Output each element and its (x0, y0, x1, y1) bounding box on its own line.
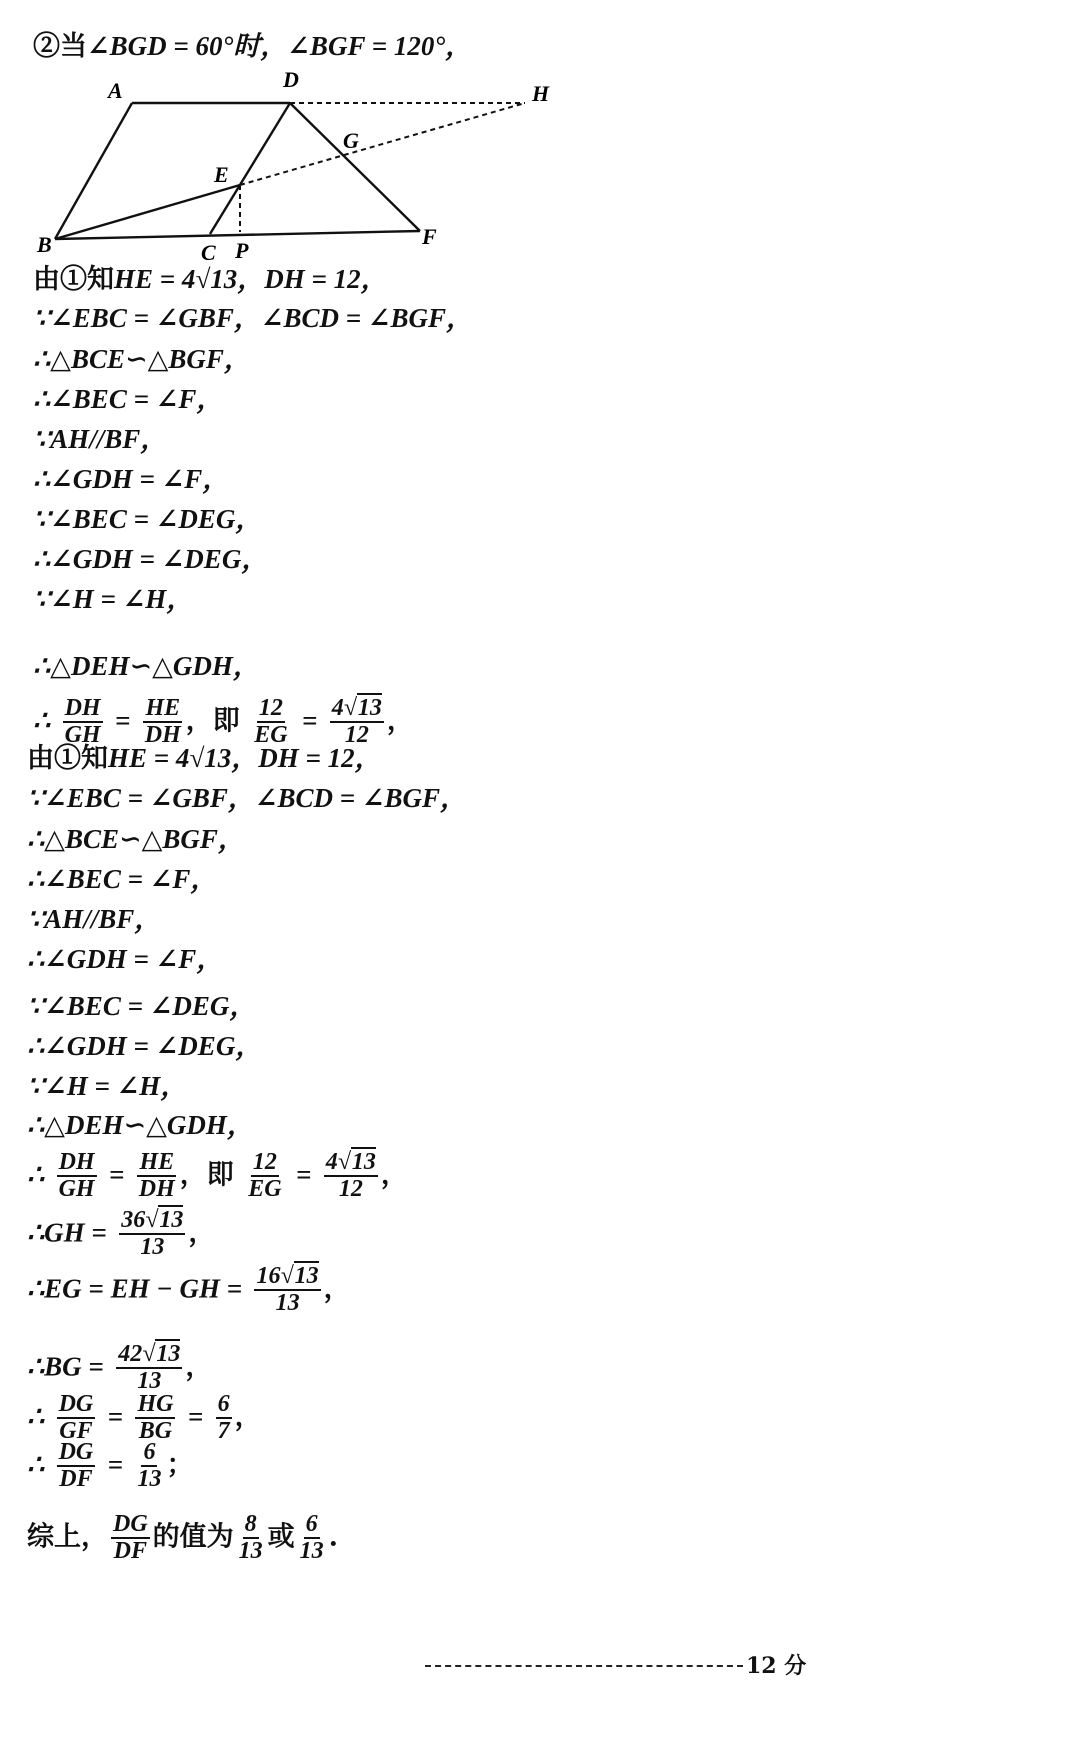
intro-condition: ∠BGD = 60°时，∠BGF = 120°， (87, 31, 473, 61)
step-1-8: ∴∠GDH = ∠DEG， (33, 544, 269, 574)
segment-DF (290, 103, 420, 231)
intro-prefix: ②当 (33, 31, 87, 62)
step-2-6: ∴∠GDH = ∠F， (27, 944, 224, 974)
summary-line: 综上， $\frac{DG}{DF}$ 的值为 $\frac{8}{13}$ 或 $\frac{6}{13}$ . (27, 1511, 339, 1565)
frac-6-7: $\frac{6}{7}$ (217, 1391, 230, 1445)
calc-ratio1: ∴ $\frac{DG}{GF}$ = $\frac{HG}{BG}$ = $\frac{6}{7}$ ， (27, 1391, 262, 1445)
frac-gh: $\frac{36√13}{13}$ (121, 1207, 184, 1261)
label-H: H (532, 81, 550, 106)
step-2-1 (27, 742, 382, 775)
intro-line (33, 30, 472, 63)
math-text: HE = 4√13，DH = 12， (114, 264, 388, 294)
frac-DH-GH: $\frac{DH}{GH}$ (64, 695, 101, 749)
step-1-1 (33, 263, 388, 296)
math-text: HE = 4√13，DH = 12， (108, 743, 382, 773)
step-2-8: ∴∠GDH = ∠DEG， (27, 1031, 263, 1061)
step-2-10: ∴△DEH∽△GDH， (27, 1110, 254, 1140)
frac-HE-DH: $\frac{HE}{DH}$ (144, 695, 181, 749)
step-1-4: ∴∠BEC = ∠F， (33, 384, 224, 414)
frac-6-13: $\frac{6}{13}$ (137, 1439, 162, 1493)
segment-AB (55, 103, 132, 239)
label-E: E (214, 162, 229, 187)
text-prefix: 由①知 (33, 264, 114, 295)
frac-DG-GF: $\frac{DG}{GF}$ (58, 1391, 94, 1445)
step-1-9: ∵∠H = ∠H， (33, 584, 194, 614)
frac-HE-DH-2: $\frac{HE}{DH}$ (138, 1149, 175, 1203)
frac-DH-GH-2: $\frac{DH}{GH}$ (58, 1149, 95, 1203)
frac-DG-DF: $\frac{DG}{DF}$ (58, 1439, 94, 1493)
calc-ratio2: ∴ $\frac{DG}{DF}$ = $\frac{6}{13}$ ； (27, 1439, 194, 1493)
frac-HG-BG: $\frac{HG}{BG}$ (137, 1391, 174, 1445)
label-P: P (235, 238, 249, 263)
label-D: D (283, 72, 299, 92)
calc-bg: ∴BG = $\frac{42√13}{13}$ ， (27, 1341, 213, 1395)
calc-gh: ∴GH = $\frac{36√13}{13}$ ， (27, 1207, 216, 1261)
calc-eg: ∴EG = EH − GH = $\frac{16√13}{13}$ ， (27, 1263, 351, 1317)
frac-root-12-2: $\frac{4√13}{12}$ (325, 1149, 376, 1203)
step-2-2: ∵∠EBC = ∠GBF，∠BCD = ∠BGF， (27, 783, 468, 813)
step-2-7: ∵∠BEC = ∠DEG， (27, 991, 257, 1021)
step-1-10: ∴△DEH∽△GDH， (33, 651, 260, 681)
label-A: A (108, 78, 123, 103)
label-C: C (201, 240, 216, 265)
frac-eg: $\frac{16√13}{13}$ (256, 1263, 319, 1317)
step-2-4: ∴∠BEC = ∠F， (27, 864, 218, 894)
frac-root-12: $\frac{4√13}{12}$ (331, 695, 382, 749)
step-1-ratio: ∴ $\frac{DH}{GH}$ = $\frac{HE}{DH}$ ，即 $\frac{12}{EG}$ = $\frac{4√13}{12}$ ， (33, 695, 414, 749)
step-1-5: ∵AH//BF， (33, 424, 168, 454)
frac-8-13: $\frac{8}{13}$ (238, 1511, 263, 1565)
frac-bg: $\frac{42√13}{13}$ (118, 1341, 181, 1395)
frac-6-13-summary: $\frac{6}{13}$ (299, 1511, 324, 1565)
score-label: 12 分 (746, 1653, 807, 1679)
geometry-figure (30, 72, 630, 282)
frac-DG-DF-summary: $\frac{DG}{DF}$ (113, 1511, 148, 1565)
frac-12-EG: $\frac{12}{EG}$ (254, 695, 288, 749)
step-1-7: ∵∠BEC = ∠DEG， (33, 504, 263, 534)
step-1-6: ∴∠GDH = ∠F， (33, 464, 230, 494)
step-1-3: ∴△BCE∽△BGF， (33, 344, 251, 374)
label-B: B (37, 232, 52, 257)
step-2-5: ∵AH//BF， (27, 904, 162, 934)
label-G: G (343, 128, 359, 153)
label-F: F (422, 224, 437, 249)
step-1-2: ∵∠EBC = ∠GBF，∠BCD = ∠BGF， (33, 303, 474, 333)
text-prefix: 由①知 (27, 743, 108, 774)
step-2-3: ∴△BCE∽△BGF， (27, 824, 245, 854)
score-dash-line (425, 1665, 743, 1667)
frac-12-EG-2: $\frac{12}{EG}$ (248, 1149, 282, 1203)
step-2-ratio: ∴ $\frac{DH}{GH}$ = $\frac{HE}{DH}$ ，即 $\frac{12}{EG}$ = $\frac{4√13}{12}$ ， (27, 1149, 408, 1203)
step-2-9: ∵∠H = ∠H， (27, 1071, 188, 1101)
